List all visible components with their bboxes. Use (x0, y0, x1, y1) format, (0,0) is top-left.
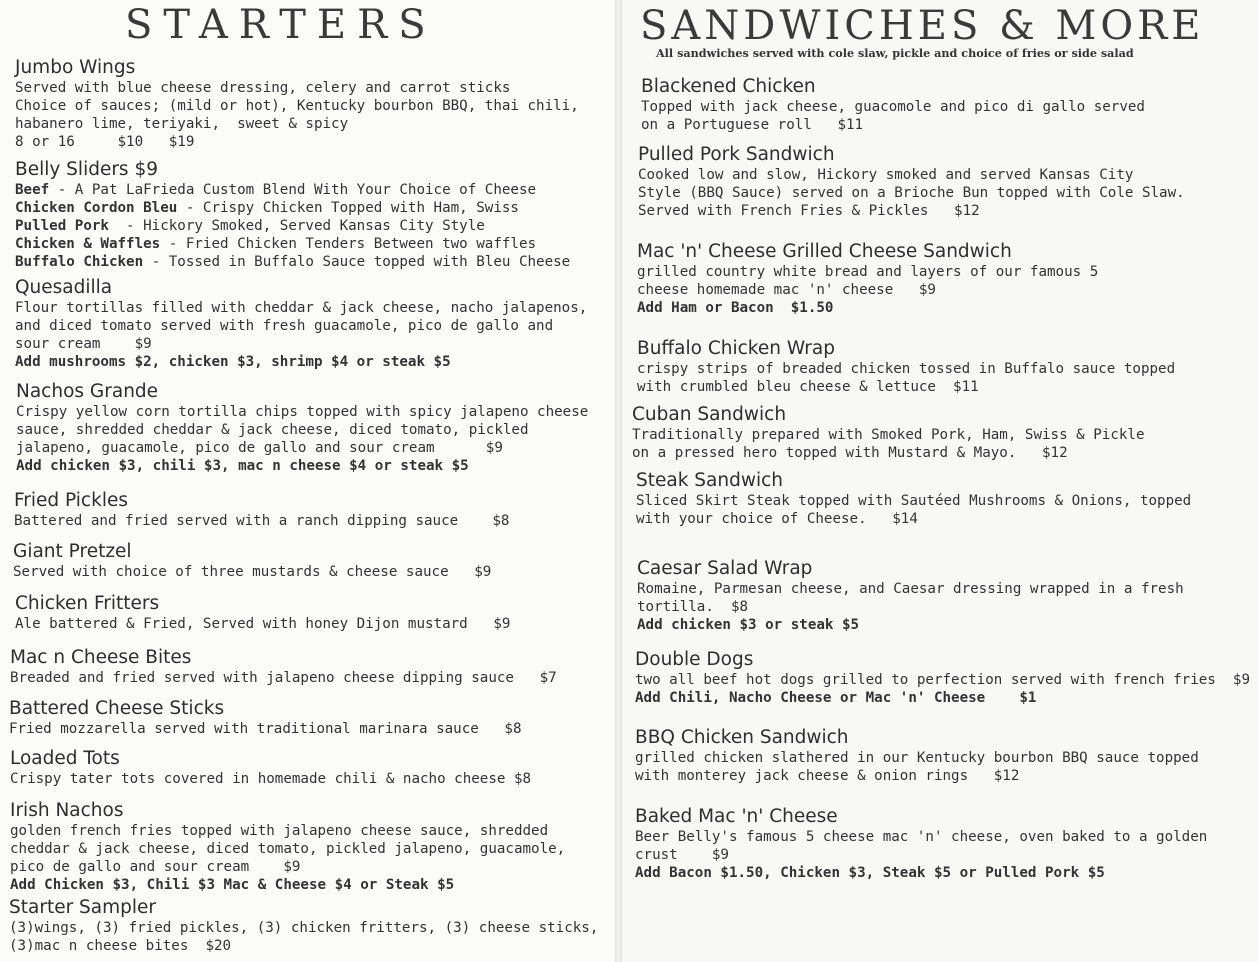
menu-item-mac-n-cheese-grilled-cheese (637, 241, 1098, 317)
item-addon: Add mushrooms $2, chicken $3, shrimp $4 or steak $5 (15, 354, 451, 370)
item-description-line: crust $9 (635, 847, 729, 863)
item-description-line: Topped with jack cheese, guacomole and pico di gallo served (641, 99, 1145, 115)
item-description-line: Crispy yellow corn tortilla chips topped with spicy jalapeno cheese (16, 404, 589, 420)
item-description-line: Romaine, Parmesan cheese, and Caesar dressing wrapped in a fresh (637, 581, 1184, 597)
item-name: Giant Pretzel (13, 541, 132, 562)
item-addon: Add Ham or Bacon $1.50 (637, 300, 834, 316)
item-description-line: habanero lime, teriyaki, sweet & spicy (15, 116, 349, 132)
item-name: Cuban Sandwich (632, 404, 787, 425)
menu-item-pulled-pork-sandwich (638, 144, 1185, 220)
slider-option-label: Pulled Pork (15, 218, 109, 234)
item-description-line: two all beef hot dogs grilled to perfection served with french fries $9 (635, 672, 1250, 688)
menu-item-baked-mac-n-cheese (635, 806, 1207, 882)
item-description-line: Cooked low and slow, Hickory smoked and served Kansas City (638, 167, 1134, 183)
item-description-line: Flour tortillas filled with cheddar & jack cheese, nacho jalapenos, (15, 300, 588, 316)
menu-item-starter-sampler (9, 897, 598, 955)
menu-item-battered-cheese-sticks (9, 698, 522, 738)
item-description-line: with monterey jack cheese & onion rings $12 (635, 768, 1020, 784)
item-name: Irish Nachos (10, 800, 124, 821)
slider-option-text: - A Pat LaFrieda Custom Blend With Your Choice of Cheese (49, 182, 537, 198)
item-description-line: Ale battered & Fried, Served with honey Dijon mustard $9 (15, 616, 511, 632)
item-description-line: Sliced Skirt Steak topped with Sautéed Mushrooms & Onions, topped (636, 493, 1192, 509)
item-description-line: grilled chicken slathered in our Kentucky bourbon BBQ sauce topped (635, 750, 1199, 766)
item-price-line: 8 or 16 $10 $19 (15, 134, 195, 150)
item-description-line: golden french fries topped with jalapeno cheese sauce, shredded (10, 823, 549, 839)
starters-title: STARTERS (125, 2, 437, 48)
menu-item-nachos-grande (16, 381, 588, 475)
slider-option (15, 181, 570, 199)
item-addon: Add chicken $3 or steak $5 (637, 617, 860, 633)
menu-item-chicken-fritters (15, 593, 510, 633)
slider-option-text: - Crispy Chicken Topped with Ham, Swiss (177, 200, 519, 216)
item-description-line: crispy strips of breaded chicken tossed in Buffalo sauce topped (637, 361, 1176, 377)
item-name: Buffalo Chicken Wrap (637, 338, 835, 359)
menu-item-giant-pretzel (13, 541, 491, 581)
item-name: Belly Sliders $9 (15, 159, 158, 180)
item-description-line: Beer Belly's famous 5 cheese mac 'n' cheese, oven baked to a golden (635, 829, 1208, 845)
item-description-line: Breaded and fried served with jalapeno cheese dipping sauce $7 (10, 670, 557, 686)
item-description-line: with crumbled bleu cheese & lettuce $11 (637, 379, 979, 395)
slider-option (15, 217, 570, 235)
item-description-line: Served with blue cheese dressing, celery and carrot sticks (15, 80, 511, 96)
item-addon: Add Bacon $1.50, Chicken $3, Steak $5 or Pulled Pork $5 (635, 865, 1105, 881)
item-name: Starter Sampler (9, 897, 157, 918)
menu-item-quesadilla (15, 277, 587, 371)
item-name: Quesadilla (15, 277, 113, 298)
item-name: Steak Sandwich (636, 470, 784, 491)
item-description-line: and diced tomato served with fresh guacamole, pico de gallo and (15, 318, 554, 334)
menu-item-mac-n-cheese-bites (10, 647, 557, 687)
item-description-line: Choice of sauces; (mild or hot), Kentucky bourbon BBQ, thai chili, (15, 98, 579, 114)
item-description-line: with your choice of Cheese. $14 (636, 511, 918, 527)
item-description-line: Battered and fried served with a ranch dipping sauce $8 (14, 513, 510, 529)
item-name: Mac n Cheese Bites (10, 647, 192, 668)
item-description-line: Style (BBQ Sauce) served on a Brioche Bun topped with Cole Slaw. (638, 185, 1185, 201)
slider-option (15, 253, 570, 271)
menu-item-jumbo-wings (15, 57, 579, 151)
item-name: Double Dogs (635, 649, 754, 670)
menu-item-loaded-tots (10, 748, 531, 788)
item-addon: Add Chili, Nacho Cheese or Mac 'n' Cheese $1 (635, 690, 1037, 706)
menu-item-belly-sliders (15, 159, 570, 271)
slider-option-label: Chicken Cordon Bleu (15, 200, 178, 216)
slider-option (15, 235, 570, 253)
item-name: Caesar Salad Wrap (637, 558, 813, 579)
slider-option-label: Chicken & Waffles (15, 236, 161, 252)
item-description-line: on a Portuguese roll $11 (641, 117, 864, 133)
item-description-line: pico de gallo and sour cream $9 (10, 859, 301, 875)
menu-item-caesar-salad-wrap (637, 558, 1184, 634)
slider-option-text: - Hickory Smoked, Served Kansas City Style (108, 218, 485, 234)
item-name: Battered Cheese Sticks (9, 698, 225, 719)
item-name: Blackened Chicken (641, 76, 816, 97)
item-description-line: cheese homemade mac 'n' cheese $9 (637, 282, 936, 298)
item-description-line: grilled country white bread and layers of our famous 5 (637, 264, 1099, 280)
item-description-line: (3)wings, (3) fried pickles, (3) chicken fritters, (3) cheese sticks, (9, 920, 599, 936)
item-name: Nachos Grande (16, 381, 159, 402)
item-description-line: Served with choice of three mustards & cheese sauce $9 (13, 564, 492, 580)
slider-option-label: Buffalo Chicken (15, 254, 144, 270)
item-addon: Add chicken $3, chili $3, mac n cheese $4 or steak $5 (16, 458, 469, 474)
item-description-line: jalapeno, guacamole, pico de gallo and sour cream $9 (16, 440, 503, 456)
item-description-line: Fried mozzarella served with traditional marinara sauce $8 (9, 721, 522, 737)
item-name: Chicken Fritters (15, 593, 160, 614)
item-name: BBQ Chicken Sandwich (635, 727, 849, 748)
item-description-line: Crispy tater tots covered in homemade chili & nacho cheese $8 (10, 771, 532, 787)
slider-option-text: - Fried Chicken Tenders Between two waffles (160, 236, 537, 252)
sandwiches-subtitle: All sandwiches served with cole slaw, pickle and choice of fries or side salad (656, 46, 1134, 60)
menu-item-double-dogs (635, 649, 1250, 707)
item-description-line: Traditionally prepared with Smoked Pork, Ham, Swiss & Pickle (632, 427, 1145, 443)
item-name: Baked Mac 'n' Cheese (635, 806, 838, 827)
item-description-line: tortilla. $8 (637, 599, 749, 615)
sandwiches-title: SANDWICHES & MORE (640, 3, 1205, 49)
item-name: Fried Pickles (14, 490, 128, 511)
slider-option-text: - Tossed in Buffalo Sauce topped with Bleu Cheese (143, 254, 571, 270)
item-description-line: on a pressed hero topped with Mustard & Mayo. $12 (632, 445, 1068, 461)
menu-item-irish-nachos (10, 800, 565, 894)
item-name: Mac 'n' Cheese Grilled Cheese Sandwich (637, 241, 1012, 262)
menu-item-blackened-chicken (641, 76, 1145, 134)
item-addon: Add Chicken $3, Chili $3 Mac & Cheese $4 or Steak $5 (10, 877, 455, 893)
item-name: Pulled Pork Sandwich (638, 144, 835, 165)
item-description-line: sauce, shredded cheddar & jack cheese, diced tomato, pickled (16, 422, 529, 438)
item-description-line: Served with French Fries & Pickles $12 (638, 203, 980, 219)
menu-item-bbq-chicken-sandwich (635, 727, 1199, 785)
item-description-line: cheddar & jack cheese, diced tomato, pickled jalapeno, guacamole, (10, 841, 566, 857)
slider-option-label: Beef (15, 182, 50, 198)
item-name: Jumbo Wings (15, 57, 136, 78)
item-name: Loaded Tots (10, 748, 120, 769)
menu-item-cuban-sandwich (632, 404, 1145, 462)
item-description-line: (3)mac n cheese bites $20 (9, 938, 232, 954)
item-description-line: sour cream $9 (15, 336, 152, 352)
menu-item-steak-sandwich (636, 470, 1191, 528)
menu-item-buffalo-chicken-wrap (637, 338, 1175, 396)
page-fold (615, 0, 622, 962)
menu-item-fried-pickles (14, 490, 509, 530)
slider-option (15, 199, 570, 217)
